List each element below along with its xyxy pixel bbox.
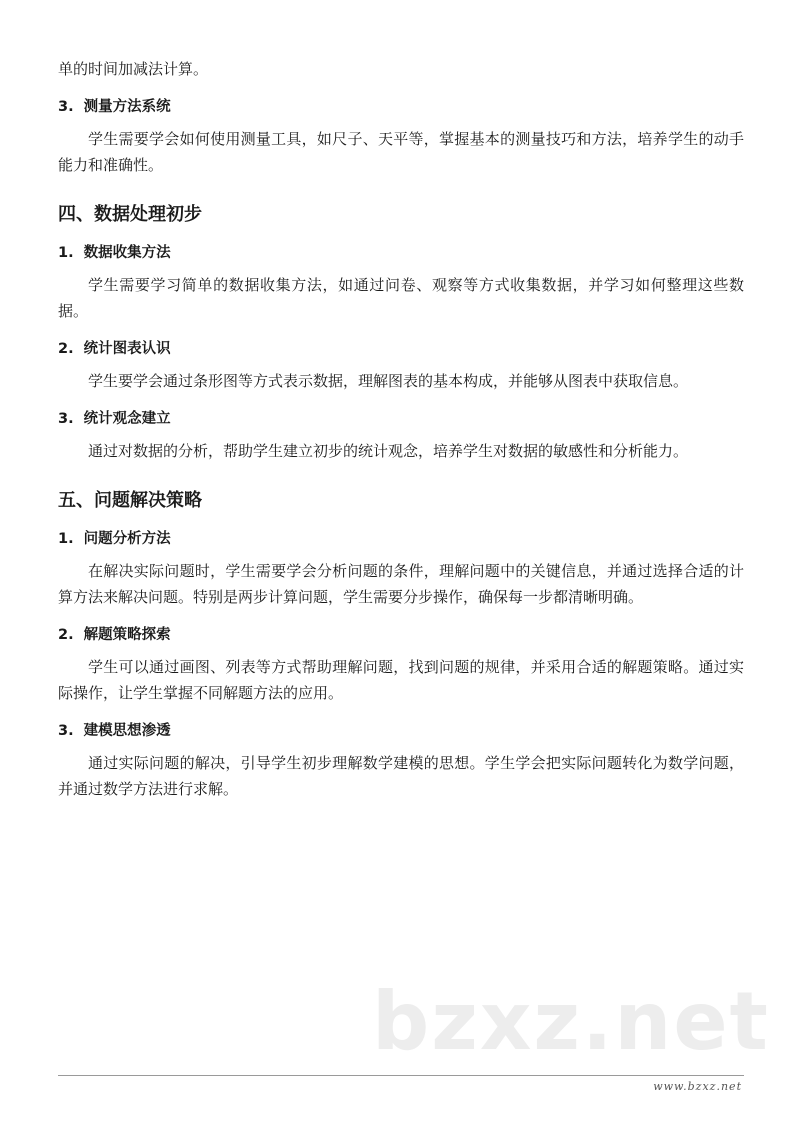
subheading-title: 测量方法系统 [83, 99, 171, 115]
paragraph-statistical-charts: 学生要学会通过条形图等方式表示数据，理解图表的基本构成，并能够从图表中获取信息。 [88, 372, 689, 390]
paragraph-measurement-methods: 学生需要学会如何使用测量工具，如尺子、天平等，掌握基本的测量技巧和方法，培养学生的动手能力和准确性。 [58, 130, 744, 174]
footer-divider [58, 1075, 744, 1076]
subheading-title: 数据收集方法 [83, 245, 171, 261]
subheading-title: 解题策略探索 [83, 627, 171, 643]
subheading-title: 统计观念建立 [83, 411, 171, 427]
subheading-number: 1. [58, 245, 74, 261]
footer-url: www.bzxz.net [653, 1080, 742, 1093]
subheading-title: 问题分析方法 [83, 531, 171, 547]
section-heading-data-processing: 四、数据处理初步 [58, 204, 202, 225]
subheading-title: 建模思想渗透 [83, 723, 171, 739]
subheading-number: 3. [58, 99, 74, 115]
subheading-modeling-thinking [58, 720, 744, 742]
section-heading-problem-solving: 五、问题解决策略 [58, 490, 202, 511]
subheading-number: 2. [58, 627, 74, 643]
subheading-statistical-concept [58, 408, 744, 430]
subheading-data-collection [58, 242, 744, 264]
subheading-statistical-charts [58, 338, 744, 360]
subheading-number: 3. [58, 723, 74, 739]
watermark-logo: bzxz.net [372, 975, 770, 1068]
continuation-paragraph: 单的时间加减法计算。 [58, 60, 209, 78]
paragraph-strategy-exploration: 学生可以通过画图、列表等方式帮助理解问题，找到问题的规律，并采用合适的解题策略。通过实际操作，让学生掌握不同解题方法的应用。 [58, 658, 744, 702]
subheading-problem-analysis [58, 528, 744, 550]
paragraph-statistical-concept: 通过对数据的分析，帮助学生建立初步的统计观念，培养学生对数据的敏感性和分析能力。 [88, 442, 689, 460]
subheading-number: 2. [58, 341, 74, 357]
subheading-measurement-methods [58, 96, 744, 118]
document-body [58, 56, 744, 802]
paragraph-problem-analysis: 在解决实际问题时，学生需要学会分析问题的条件，理解问题中的关键信息，并通过选择合适的计算方法来解决问题。特别是两步计算问题，学生需要分步操作，确保每一步都清晰明确。 [58, 562, 744, 606]
subheading-strategy-exploration [58, 624, 744, 646]
paragraph-data-collection: 学生需要学习简单的数据收集方法，如通过问卷、观察等方式收集数据，并学习如何整理这些数据。 [58, 276, 744, 320]
subheading-number: 3. [58, 411, 74, 427]
subheading-number: 1. [58, 531, 74, 547]
paragraph-modeling-thinking: 通过实际问题的解决，引导学生初步理解数学建模的思想。学生学会把实际问题转化为数学问题，并通过数学方法进行求解。 [58, 754, 744, 798]
subheading-title: 统计图表认识 [83, 341, 171, 357]
